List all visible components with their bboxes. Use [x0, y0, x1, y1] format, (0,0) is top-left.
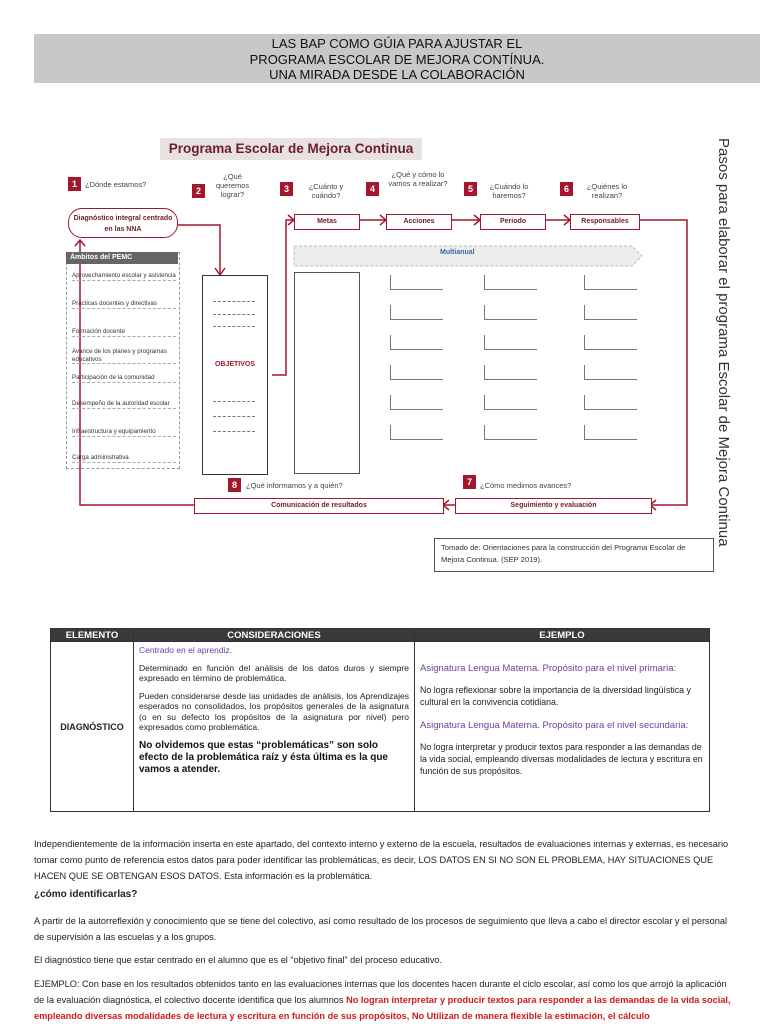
title-line-3: UNA MIRADA DESDE LA COLABORACIÓN — [269, 67, 525, 82]
pemc-diagram — [60, 130, 732, 547]
placeholder-line — [584, 365, 637, 380]
element-cell: DIAGNÓSTICO — [51, 642, 134, 812]
section-heading: ¿cómo identificarlas? — [34, 889, 138, 900]
step-3-question: ¿Cuánto y cuándo? — [308, 182, 344, 200]
step-4-question: ¿Qué y cómo lo vamos a realizar? — [388, 170, 448, 188]
source-note: Tomado de: Orientaciones para la construcción del Programa Escolar de Mejora Continua. (SEP 2019). — [434, 538, 714, 572]
comunicacion-box: Comunicación de resultados — [194, 498, 444, 514]
ambito-item: Aprovechamiento escolar y asistencia — [72, 272, 176, 279]
considerations-p1: Determinado en función del análisis de los datos duros y siempre expresado en término de problemática. — [139, 662, 409, 683]
example-cell — [415, 642, 710, 812]
step-2-badge: 2 — [192, 184, 205, 198]
step-8-question: ¿Qué informamos y a quién? — [246, 481, 343, 490]
step-3-badge: 3 — [280, 182, 293, 196]
step-6-badge: 6 — [560, 182, 573, 196]
step-6-question: ¿Quiénes lo realizan? — [586, 182, 628, 200]
paragraph-4 — [34, 976, 734, 1024]
example-heading-primaria: Asignatura Lengua Materna. Propósito para el nivel primaria: — [420, 663, 677, 674]
considerations-p3: No olvidemos que estas “problemáticas” son solo efecto de la problemática raíz y ésta última es la que vamos a atender. — [139, 739, 388, 775]
objetivos-box — [202, 275, 268, 475]
placeholder-line — [390, 365, 443, 380]
placeholder-line — [390, 275, 443, 290]
ambito-item: Prácticas docentes y directivas — [72, 300, 176, 309]
step-5-badge: 5 — [464, 182, 477, 196]
table-row — [51, 642, 710, 812]
objetivos-label: OBJETIVOS — [214, 361, 256, 368]
placeholder-line — [584, 335, 637, 350]
placeholder-line — [484, 305, 537, 320]
multianual-label: Multianual — [440, 249, 475, 256]
step-8-badge: 8 — [228, 478, 241, 492]
ambito-item: Participación de la comunidad — [72, 374, 176, 383]
step-7-badge: 7 — [463, 475, 476, 489]
paragraph-4-highlight: No logran interpretar y producir textos para responder a las demandas de la vida social, empleando diversas modalidades de lectura y escritura en función de sus propósitos, No Utilizan de manera flexible la estimación, el cálculo — [34, 995, 731, 1021]
placeholder-line — [390, 395, 443, 410]
diagram-title: Programa Escolar de Mejora Continua — [160, 138, 422, 160]
ambito-item: Desempeño de la autoridad escolar — [72, 400, 176, 409]
step-7-question: ¿Cómo medimos avances? — [480, 481, 572, 490]
periodo-box: Periodo — [480, 214, 546, 230]
seguimiento-box: Seguimiento y evaluación — [455, 498, 652, 514]
placeholder-line — [390, 305, 443, 320]
ambito-item: Carga administrativa — [72, 454, 176, 463]
document-title — [34, 34, 760, 83]
placeholder-line — [584, 275, 637, 290]
placeholder-line — [584, 425, 637, 440]
example-heading-secundaria: Asignatura Lengua Materna. Propósito para el nivel secundaria: — [420, 720, 689, 731]
step-4-badge: 4 — [366, 182, 379, 196]
col-header-consideraciones: CONSIDERACIONES — [134, 629, 415, 642]
placeholder-line — [484, 395, 537, 410]
considerations-p2: Pueden considerarse desde las unidades de análisis, los Aprendizajes esperados no consolidados, los propósitos generales de la asignatura (o en su defecto los propósitos de la asignatura por nivel) pero expresados como problemática. — [139, 690, 409, 732]
responsables-box: Responsables — [570, 214, 640, 230]
example-secundaria: No logra interpretar y producir textos para responder a las demandas de la vida social, empleando diversas modalidades de lectura y escritura en función de sus propósitos. — [420, 742, 703, 776]
ambito-item: Infraestructura y equipamiento — [72, 428, 176, 437]
ambito-item: Formación docente — [72, 328, 176, 337]
acciones-box: Acciones — [386, 214, 452, 230]
step-2-question: ¿Qué queremos lograr? — [215, 172, 250, 199]
placeholder-line — [484, 365, 537, 380]
paragraph-2: A partir de la autorreflexión y conocimiento que se tiene del colectivo, así como resultado de los procesos de seguimiento que lleva a cabo el director escolar y el personal de supervisión a las escuelas y a los grupos. — [34, 916, 728, 942]
diagnostic-table — [50, 628, 710, 812]
placeholder-line — [390, 425, 443, 440]
col-header-elemento: ELEMENTO — [51, 629, 134, 642]
metas-column — [294, 272, 360, 474]
placeholder-line — [584, 395, 637, 410]
step-1-question: ¿Dónde estamos? — [85, 180, 147, 189]
metas-box: Metas — [294, 214, 360, 230]
placeholder-line — [484, 335, 537, 350]
considerations-cell — [134, 642, 415, 812]
example-primaria: No logra reflexionar sobre la importancia de la diversidad lingüística y cultural en la convivencia cotidiana. — [420, 685, 691, 707]
ambitos-title: Ámbitos del PEMC — [66, 252, 178, 264]
ambito-item: Avance de los planes y programas educativos — [72, 348, 176, 364]
placeholder-line — [484, 275, 537, 290]
considerations-heading: Centrado en el aprendiz. — [139, 645, 233, 655]
paragraph-3: El diagnóstico tiene que estar centrado en el alumno que es el “objetivo final” del proceso educativo. — [34, 955, 443, 965]
step-1-badge: 1 — [68, 177, 81, 191]
title-line-2: PROGRAMA ESCOLAR DE MEJORA CONTÍNUA. — [249, 51, 545, 67]
step-5-question: ¿Cuándo lo haremos? — [489, 182, 529, 200]
title-line-1: LAS BAP COMO GÚIA PARA AJUSTAR EL — [271, 36, 523, 51]
paragraph-4-start: EJEMPLO: Con base en los resultados obtenidos tanto en las evaluaciones internas que los docentes hacen durante el ciclo escolar, así como los que arrojó la aplicación de la evaluación diagnóstica, el colectivo docente identifica que los alumnos — [34, 979, 727, 1005]
vertical-caption: Pasos para elaborar el programa Escolar de Mejora Continua — [715, 138, 732, 547]
placeholder-line — [484, 425, 537, 440]
paragraph-1: Independientemente de la información inserta en este apartado, del contexto interno y externo de la escuela, resultados de evaluaciones internas y externas, es necesario tomar como punto de referencia estos datos para poder identificar las problemáticas, es decir, LOS DATOS EN SI NO SON EL PROBLEMA, HAY SITUACIONES QUE HACEN QUE SE OBTENGAN ESOS DATOS. Esta información es la problemática. — [34, 839, 729, 881]
col-header-ejemplo: EJEMPLO — [415, 629, 710, 642]
diagnostico-box: Diagnóstico integral centrado en las NNA — [68, 208, 178, 238]
placeholder-line — [584, 305, 637, 320]
placeholder-line — [390, 335, 443, 350]
